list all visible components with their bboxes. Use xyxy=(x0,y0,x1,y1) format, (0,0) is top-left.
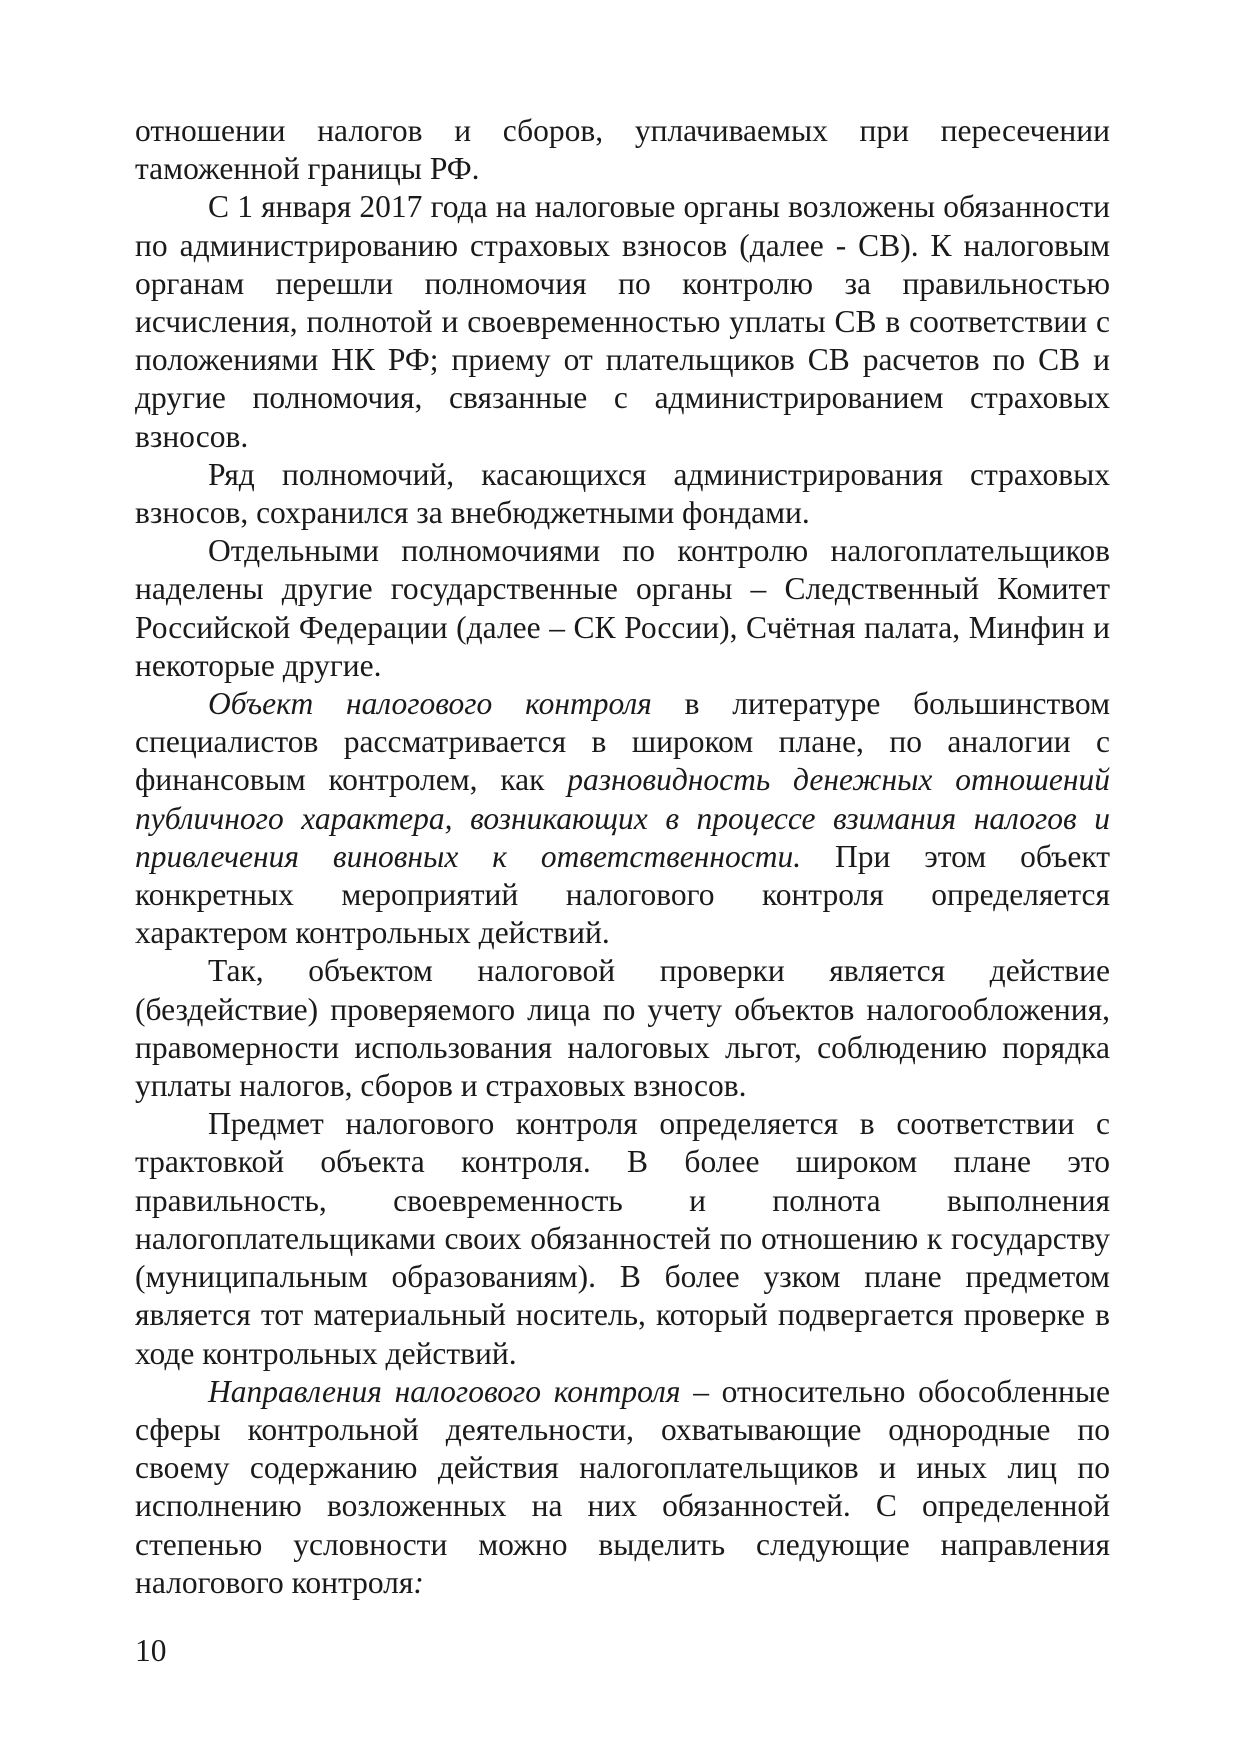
paragraph-6-text: Так, объектом налоговой проверки является действие (бездействие) проверяемого лица по учету объектов налогообложения, правомерности использования налоговых льгот, соблюдению порядка уплаты налогов, сборов и страховых взносов. xyxy=(135,953,1110,1104)
paragraph-5-text-b: При этом объект конкретных мероприятий налогового контроля определяется характером контрольных действий. xyxy=(135,838,1110,951)
paragraph-5 xyxy=(135,685,1110,952)
definition-italic: разновидность денежных отношений публичного характера, возникающих в процессе взимания налогов и привлечения виновных к ответственности. xyxy=(135,762,1110,874)
page-body xyxy=(135,112,1110,1602)
paragraph-6 xyxy=(135,952,1110,1105)
page-number: 10 xyxy=(135,1633,167,1668)
paragraph-4-text: Отдельными полномочиями по контролю налогоплательщиков наделены другие государственные органы – Следственный Комитет Российской Федерации (далее – СК России), Счётная палата, Минфин и некоторые другие. xyxy=(135,533,1110,683)
paragraph-8-text: – относительно обособленные сферы контрольной деятельности, охватывающие однородные по своему содержанию действия налогоплательщиков и иных лиц по исполнению возложенных на них обязанностей. С определенной степенью условности можно выделить следующие направления налогового контроля xyxy=(135,1373,1110,1600)
paragraph-8 xyxy=(135,1373,1110,1602)
paragraph-5-text-a: в литературе большинством специалистов рассматривается в широком плане, по аналогии с финансовым контролем, как xyxy=(135,686,1111,798)
paragraph-7 xyxy=(135,1105,1110,1372)
term-object-of-tax-control: Объект налогового контроля xyxy=(208,686,652,722)
paragraph-3-text: Ряд полномочий, касающихся администрирования страховых взносов, сохранился за внебюджетными фондами. xyxy=(135,456,1110,531)
paragraph-1-text: отношении налогов и сборов, уплачиваемых при пересечении таможенной границы РФ. xyxy=(135,113,1110,187)
term-directions-of-tax-control: Направления налогового контроля xyxy=(208,1373,681,1409)
paragraph-1 xyxy=(135,112,1110,188)
paragraph-7-text: Предмет налогового контроля определяется в соответствии с трактовкой объекта контроля. В более широком плане это правильность, своевременность и полнота выполнения налогоплательщиками своих обязанностей по отношению к государству (муниципальным образованиям). В более узком плане предметом является тот материальный носитель, который подвергается проверке в ходе контрольных действий. xyxy=(135,1106,1110,1371)
paragraph-3 xyxy=(135,456,1110,532)
paragraph-2 xyxy=(135,188,1110,455)
paragraph-4 xyxy=(135,532,1110,685)
paragraph-8-colon: : xyxy=(413,1564,424,1600)
paragraph-2-text: С 1 января 2017 года на налоговые органы возложены обязанности по администрированию страховых взносов (далее - СВ). К налоговым органам перешли полномочия по контролю за правильностью исчисления, полнотой и своевременностью уплаты СВ в соответствии с положениями НК РФ; приему от плательщиков СВ расчетов по СВ и другие полномочия, связанные с администрированием страховых взносов. xyxy=(135,189,1110,454)
